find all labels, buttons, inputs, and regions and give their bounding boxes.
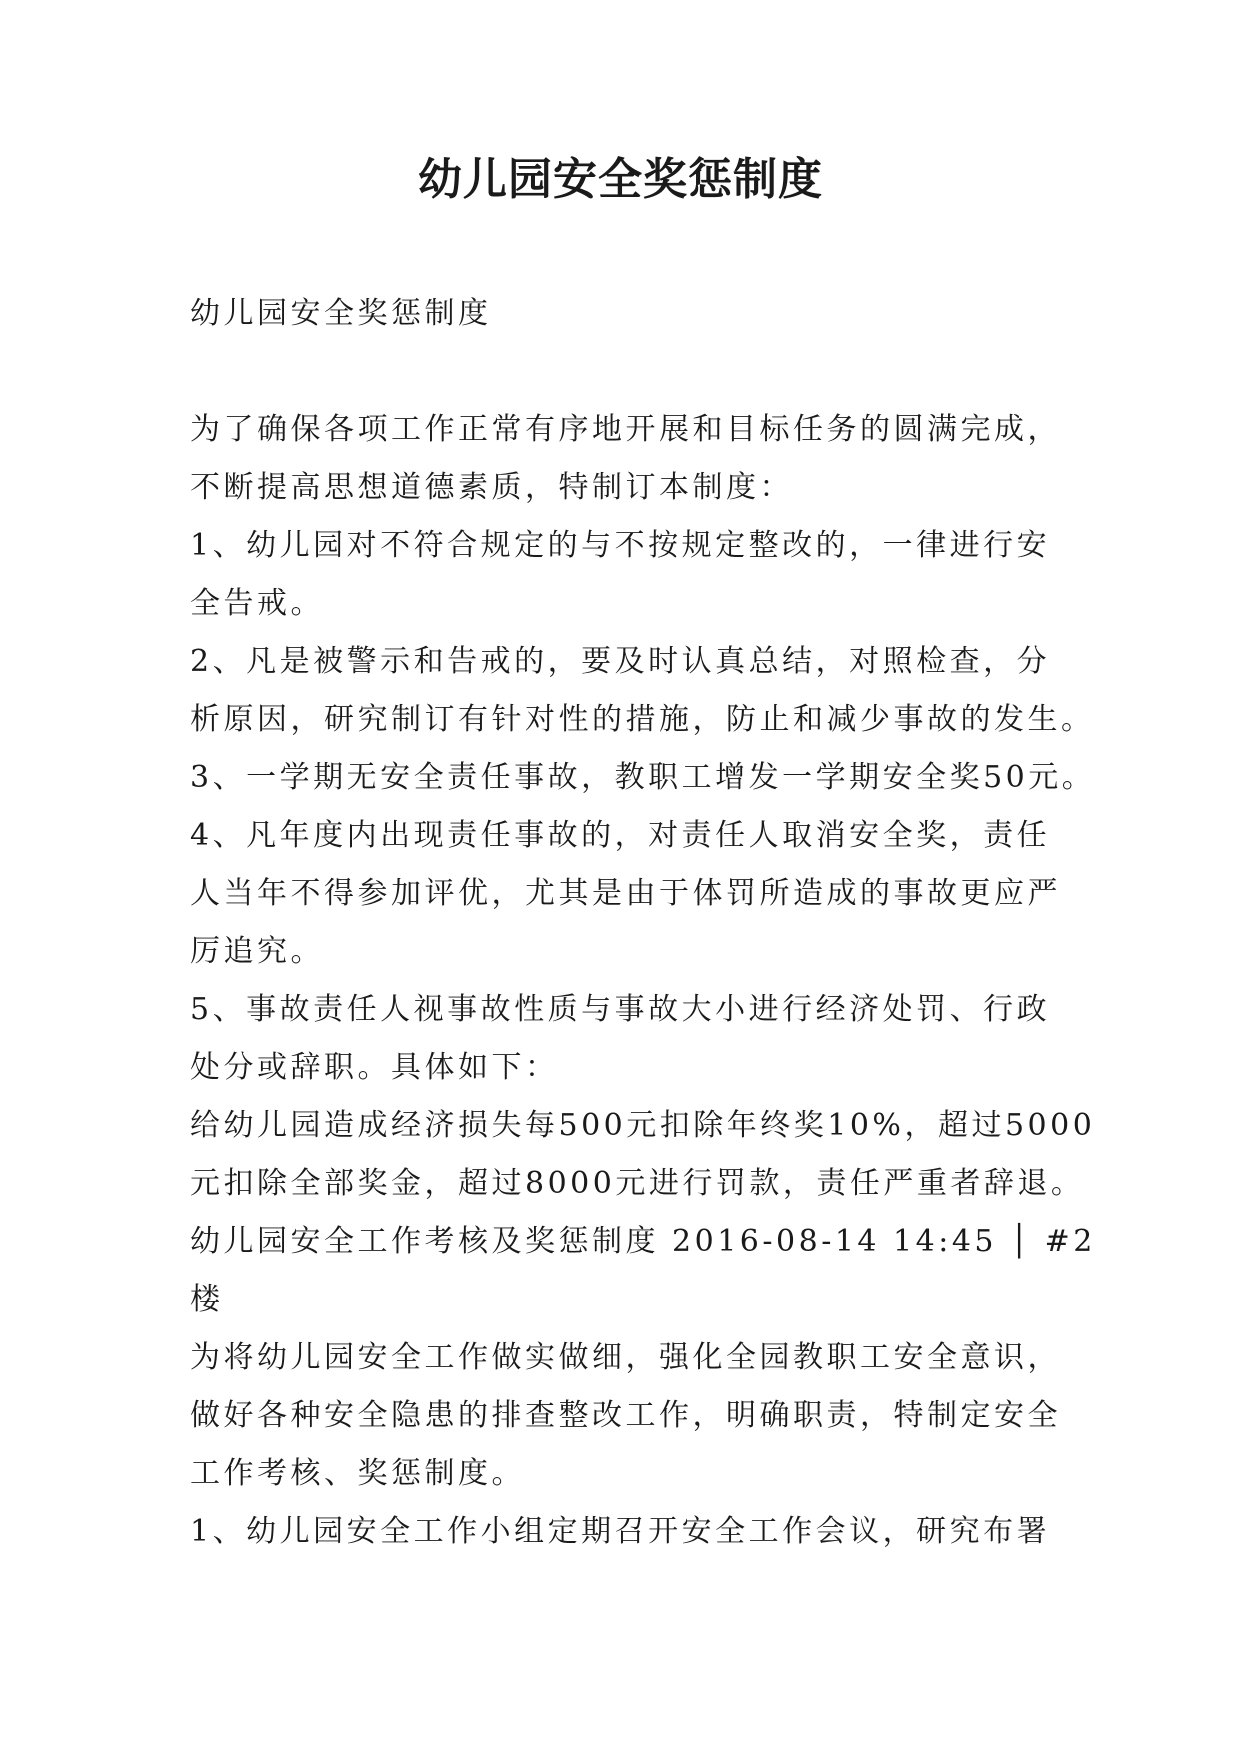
paragraph-line: 幼儿园安全工作考核及奖惩制度 2016-08-14 14:45 │ #2 xyxy=(190,1224,1096,1259)
paragraph-line: 人当年不得参加评优，尤其是由于体罚所造成的事故更应严 xyxy=(190,876,1061,911)
paragraph-line: 2、凡是被警示和告戒的，要及时认真总结，对照检查，分 xyxy=(190,644,1051,679)
paragraph-line: 为了确保各项工作正常有序地开展和目标任务的圆满完成， xyxy=(190,412,1061,447)
paragraph-line: 处分或辞职。具体如下： xyxy=(190,1050,559,1085)
paragraph-line: 给幼儿园造成经济损失每500元扣除年终奖10%，超过5000 xyxy=(190,1108,1096,1143)
paragraph-line: 不断提高思想道德素质，特制订本制度： xyxy=(190,470,793,505)
paragraph-line: 1、幼儿园对不符合规定的与不按规定整改的，一律进行安 xyxy=(190,528,1051,563)
paragraph-line: 4、凡年度内出现责任事故的，对责任人取消安全奖，责任 xyxy=(190,818,1051,853)
paragraph-line: 5、事故责任人视事故性质与事故大小进行经济处罚、行政 xyxy=(190,992,1051,1027)
paragraph-line: 全告戒。 xyxy=(190,586,324,621)
paragraph-line: 做好各种安全隐患的排查整改工作，明确职责，特制定安全 xyxy=(190,1398,1061,1433)
paragraph-line: 工作考核、奖惩制度。 xyxy=(190,1456,525,1491)
document-body xyxy=(190,285,1096,1561)
document-subtitle: 幼儿园安全奖惩制度 xyxy=(190,296,492,331)
paragraph-line: 1、幼儿园安全工作小组定期召开安全工作会议，研究布署 xyxy=(190,1514,1051,1549)
paragraph-line: 厉追究。 xyxy=(190,934,324,969)
paragraph-line: 元扣除全部奖金，超过8000元进行罚款，责任严重者辞退。 xyxy=(190,1166,1085,1201)
paragraph-line: 楼 xyxy=(190,1282,224,1317)
paragraph-line: 3、一学期无安全责任事故，教职工增发一学期安全奖50元。 xyxy=(190,760,1096,795)
paragraph-line: 析原因，研究制订有针对性的措施，防止和减少事故的发生。 xyxy=(190,702,1095,737)
document-title: 幼儿园安全奖惩制度 xyxy=(418,154,823,205)
paragraph-line: 为将幼儿园安全工作做实做细，强化全园教职工安全意识， xyxy=(190,1340,1061,1375)
